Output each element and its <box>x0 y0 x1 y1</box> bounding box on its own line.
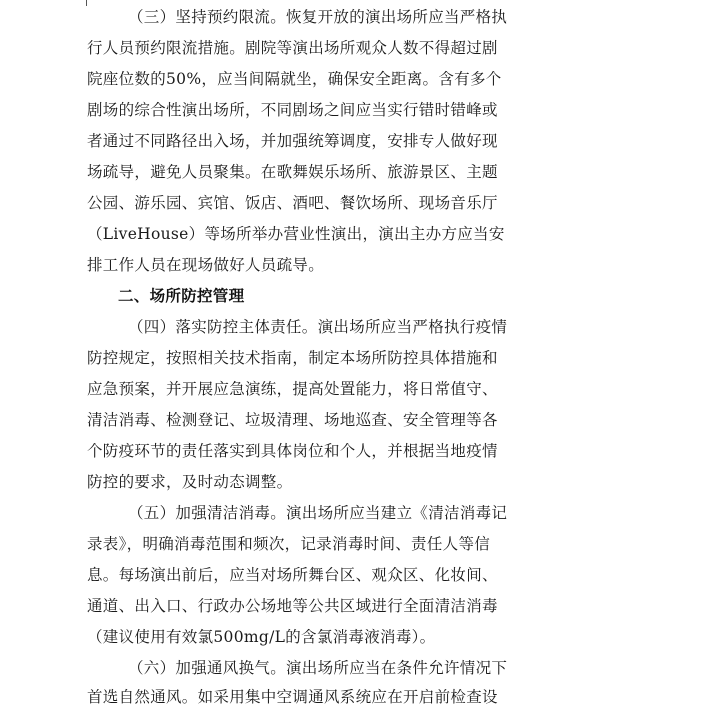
paragraph-line: 防控的要求，及时动态调整。 <box>87 473 293 491</box>
paragraph-line: 个防疫环节的责任落实到具体岗位和个人，并根据当地疫情 <box>87 442 498 460</box>
paragraph-line: 剧场的综合性演出场所，不同剧场之间应当实行错时错峰或 <box>87 101 498 119</box>
paragraph-line: （五）加强清洁消毒。演出场所应当建立《清洁消毒记 <box>128 504 508 522</box>
paragraph-line: （四）落实防控主体责任。演出场所应当严格执行疫情 <box>128 318 508 336</box>
paragraph-line: （LiveHouse）等场所举办营业性演出，演出主办方应当安 <box>87 225 505 243</box>
paragraph-line: 录表》，明确消毒范围和频次，记录消毒时间、责任人等信 <box>87 535 491 553</box>
paragraph-line: 公园、游乐园、宾馆、饭店、酒吧、餐饮场所、现场音乐厅 <box>87 194 498 212</box>
section-heading: 二、场所防控管理 <box>118 287 245 305</box>
paragraph-line: 应急预案，并开展应急演练，提高处置能力，将日常值守、 <box>87 380 498 398</box>
paragraph-line: （六）加强通风换气。演出场所应当在条件允许情况下 <box>128 659 508 677</box>
paragraph-line: 首选自然通风。如采用集中空调通风系统应在开启前检查设 <box>87 688 498 706</box>
paragraph-line: 防控规定，按照相关技术指南，制定本场所防控具体措施和 <box>87 349 498 367</box>
paragraph-line: 行人员预约限流措施。剧院等演出场所观众人数不得超过剧 <box>87 39 498 57</box>
paragraph-line: 通道、出入口、行政办公场地等公共区域进行全面清洁消毒 <box>87 597 498 615</box>
paragraph-line: （建议使用有效氯500mg/L的含氯消毒液消毒）。 <box>87 628 436 646</box>
paragraph-line: 场疏导，避免人员聚集。在歌舞娱乐场所、旅游景区、主题 <box>87 163 498 181</box>
paragraph-line: （三）坚持预约限流。恢复开放的演出场所应当严格执 <box>128 8 508 26</box>
paragraph-line: 院座位数的50%，应当间隔就坐，确保安全距离。含有多个 <box>87 70 502 88</box>
top-edge-mark <box>86 0 87 6</box>
paragraph-line: 息。每场演出前后，应当对场所舞台区、观众区、化妆间、 <box>87 566 498 584</box>
paragraph-line: 排工作人员在现场做好人员疏导。 <box>87 256 325 274</box>
paragraph-line: 者通过不同路径出入场，并加强统筹调度，安排专人做好现 <box>87 132 498 150</box>
paragraph-line: 清洁消毒、检测登记、垃圾清理、场地巡查、安全管理等各 <box>87 411 498 429</box>
